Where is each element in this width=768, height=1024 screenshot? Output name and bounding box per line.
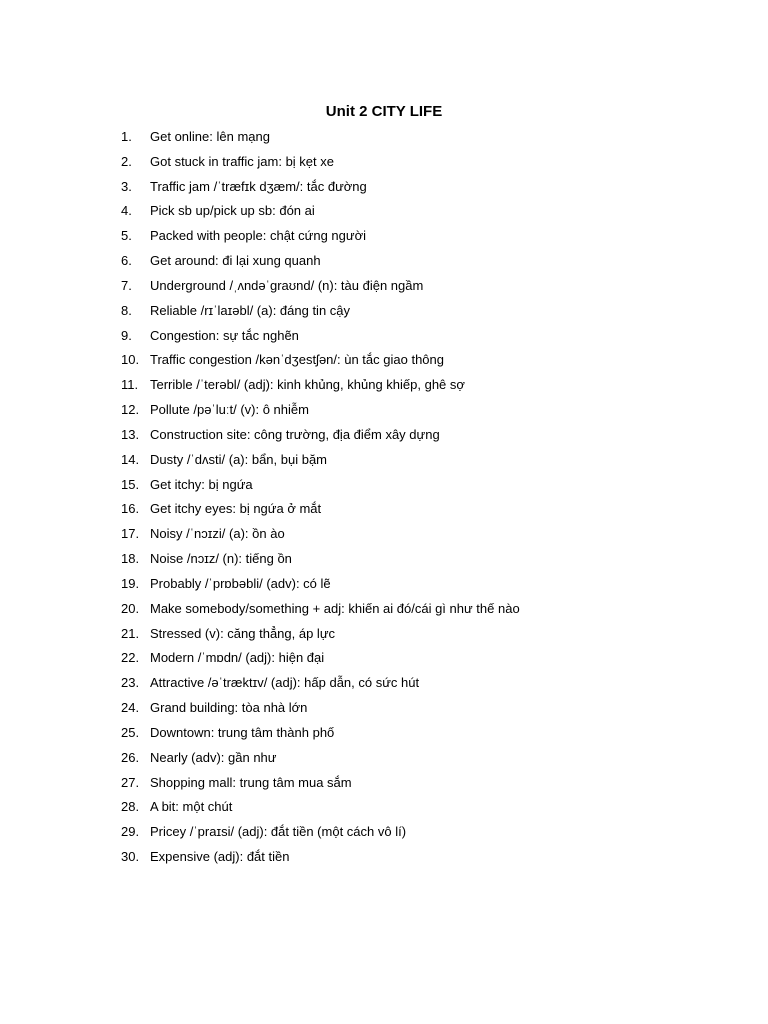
list-item <box>0 350 768 375</box>
item-number: 18. <box>121 551 140 567</box>
item-number: 27. <box>121 774 140 790</box>
item-text: Grand building: tòa nhà lớn <box>150 700 308 716</box>
item-text: Construction site: công trường, địa điểm xây dựng <box>150 426 440 442</box>
item-number: 3. <box>121 178 132 194</box>
list-item <box>0 673 768 698</box>
list-item <box>0 723 768 748</box>
list-item <box>0 301 768 326</box>
item-text: Congestion: sự tắc nghẽn <box>150 327 299 343</box>
item-text: Packed with people: chật cứng người <box>150 228 366 244</box>
item-text: Pollute /pəˈluːt/ (v): ô nhiễm <box>150 402 309 418</box>
item-number: 12. <box>121 402 140 418</box>
list-item <box>0 127 768 152</box>
item-number: 1. <box>121 129 132 144</box>
list-item <box>0 177 768 202</box>
list-item <box>0 773 768 798</box>
item-text: A bit: một chút <box>150 799 233 815</box>
item-text: Shopping mall: trung tâm mua sắm <box>150 774 352 790</box>
list-item <box>0 549 768 574</box>
item-text: Get itchy eyes: bị ngứa ở mắt <box>150 501 322 517</box>
item-number: 17. <box>121 526 140 542</box>
item-text: Terrible /ˈterəbl/ (adj): kinh khủng, khủng khiếp, ghê sợ <box>150 377 465 393</box>
item-number: 23. <box>121 675 140 691</box>
list-item <box>0 475 768 500</box>
item-text: Stressed (v): căng thẳng, áp lực <box>150 625 336 641</box>
item-number: 13. <box>121 426 140 442</box>
item-text: Get online: lên mạng <box>150 129 270 144</box>
item-number: 16. <box>121 501 140 517</box>
item-number: 10. <box>121 352 140 368</box>
list-item <box>0 326 768 351</box>
item-text: Downtown: trung tâm thành phố <box>150 724 335 740</box>
item-text: Get around: đi lại xung quanh <box>150 253 321 269</box>
list-item <box>0 599 768 624</box>
item-number: 29. <box>121 824 140 840</box>
list-item <box>0 624 768 649</box>
item-number: 26. <box>121 749 140 765</box>
item-number: 20. <box>121 600 140 616</box>
list-item <box>0 748 768 773</box>
list-item <box>0 226 768 251</box>
item-number: 6. <box>121 253 132 269</box>
list-item <box>0 698 768 723</box>
item-number: 8. <box>121 302 132 318</box>
list-item <box>0 425 768 450</box>
item-number: 21. <box>121 625 140 641</box>
item-number: 30. <box>121 849 140 865</box>
list-item <box>0 450 768 475</box>
item-text: Reliable /rɪˈlaɪəbl/ (a): đáng tin cậy <box>150 302 351 318</box>
item-text: Make somebody/something + adj: khiến ai đó/cái gì như thế nào <box>150 600 520 616</box>
list-item <box>0 201 768 226</box>
list-item <box>0 847 768 872</box>
item-number: 4. <box>121 203 132 219</box>
item-text: Nearly (adv): gần như <box>150 749 277 765</box>
list-item <box>0 574 768 599</box>
item-text: Traffic congestion /kənˈdʒestʃən/: ùn tắc giao thông <box>150 352 444 368</box>
item-number: 5. <box>121 228 132 244</box>
list-item <box>0 152 768 177</box>
item-text: Attractive /əˈtræktɪv/ (adj): hấp dẫn, có sức hút <box>150 675 420 691</box>
item-number: 11. <box>121 377 139 393</box>
item-number: 7. <box>121 277 132 293</box>
list-item <box>0 648 768 673</box>
item-text: Noise /nɔɪz/ (n): tiếng ồn <box>150 551 292 567</box>
item-text: Traffic jam /ˈtræfɪk dʒæm/: tắc đường <box>150 178 367 194</box>
list-item <box>0 499 768 524</box>
list-item <box>0 251 768 276</box>
list-item <box>0 276 768 301</box>
list-item <box>0 524 768 549</box>
item-number: 24. <box>121 700 140 716</box>
item-text: Get itchy: bị ngứa <box>150 476 253 492</box>
list-item <box>0 797 768 822</box>
item-text: Underground /ˌʌndəˈgraʊnd/ (n): tàu điện ngầm <box>150 277 424 293</box>
page-title: Unit 2 CITY LIFE <box>325 103 443 120</box>
item-text: Dusty /ˈdʌsti/ (a): bẩn, bụi bặm <box>150 451 328 467</box>
item-number: 22. <box>121 650 140 666</box>
item-text: Noisy /ˈnɔɪzi/ (a): ồn ào <box>150 526 285 542</box>
item-text: Pricey /ˈpraɪsi/ (adj): đắt tiền (một cách vô lí) <box>150 824 407 840</box>
item-number: 15. <box>121 476 140 492</box>
item-text: Probably /ˈprɒbəbli/ (adv): có lẽ <box>150 575 331 591</box>
item-number: 14. <box>121 451 140 467</box>
item-text: Expensive (adj): đắt tiền <box>150 849 290 865</box>
list-item <box>0 375 768 400</box>
item-text: Pick sb up/pick up sb: đón ai <box>150 203 315 219</box>
item-number: 2. <box>121 153 132 169</box>
item-number: 19. <box>121 575 140 591</box>
item-number: 9. <box>121 327 132 343</box>
item-text: Modern /ˈmɒdn/ (adj): hiện đại <box>150 650 325 666</box>
item-text: Got stuck in traffic jam: bị kẹt xe <box>150 153 334 169</box>
list-item <box>0 400 768 425</box>
item-number: 28. <box>121 799 140 815</box>
item-number: 25. <box>121 724 140 740</box>
vocabulary-list <box>0 127 768 872</box>
list-item <box>0 822 768 847</box>
